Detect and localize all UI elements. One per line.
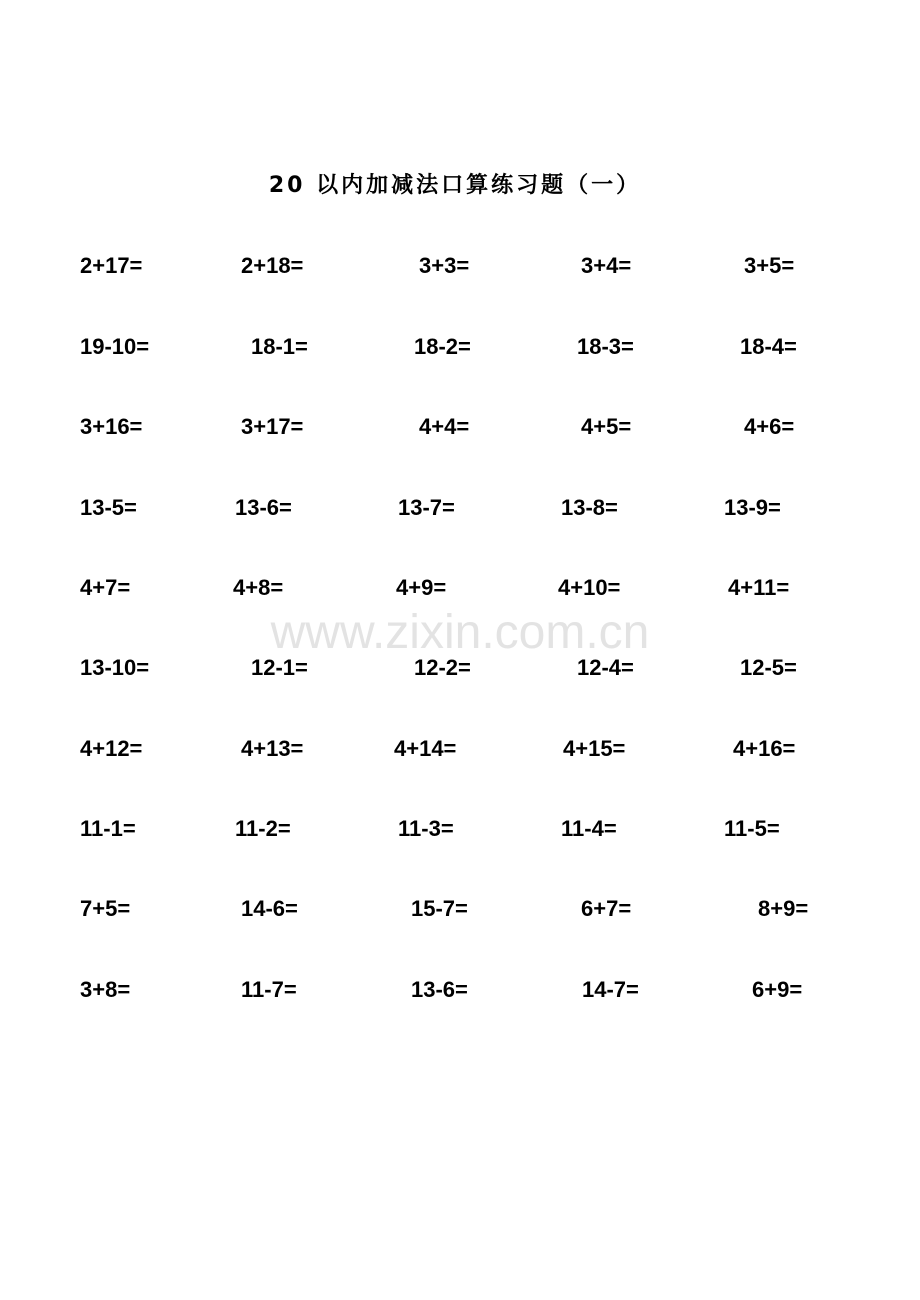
problem-row <box>0 970 920 1010</box>
arithmetic-problem: 11-4= <box>561 816 617 841</box>
problem-row <box>0 809 920 849</box>
arithmetic-problem: 12-2= <box>414 655 471 680</box>
arithmetic-problem: 4+7= <box>80 575 131 600</box>
arithmetic-problem: 3+8= <box>80 977 131 1002</box>
arithmetic-problem: 14-6= <box>241 896 298 921</box>
arithmetic-problem: 4+9= <box>396 575 447 600</box>
arithmetic-problem: 4+5= <box>581 414 632 439</box>
arithmetic-problem: 4+14= <box>394 736 457 761</box>
problem-row <box>0 327 920 367</box>
arithmetic-problem: 4+15= <box>563 736 626 761</box>
arithmetic-problem: 18-4= <box>740 334 797 359</box>
arithmetic-problem: 13-5= <box>80 495 137 520</box>
arithmetic-problem: 3+16= <box>80 414 143 439</box>
arithmetic-problem: 18-3= <box>577 334 634 359</box>
arithmetic-problem: 4+16= <box>733 736 796 761</box>
arithmetic-problem: 11-1= <box>80 816 136 841</box>
arithmetic-problem: 13-9= <box>724 495 781 520</box>
arithmetic-problem: 13-6= <box>411 977 468 1002</box>
arithmetic-problem: 13-7= <box>398 495 455 520</box>
arithmetic-problem: 13-6= <box>235 495 292 520</box>
arithmetic-problem: 13-10= <box>80 655 150 680</box>
problem-row <box>0 648 920 688</box>
problem-row <box>0 488 920 528</box>
arithmetic-problem: 12-1= <box>251 655 308 680</box>
problem-row <box>0 407 920 447</box>
arithmetic-problem: 8+9= <box>758 896 809 921</box>
arithmetic-problem: 3+4= <box>581 253 632 278</box>
arithmetic-problem: 4+8= <box>233 575 284 600</box>
arithmetic-problem: 6+9= <box>752 977 803 1002</box>
arithmetic-problem: 2+17= <box>80 253 143 278</box>
arithmetic-problem: 3+5= <box>744 253 795 278</box>
arithmetic-problem: 11-5= <box>724 816 780 841</box>
arithmetic-problem: 3+3= <box>419 253 470 278</box>
arithmetic-problem: 4+11= <box>728 575 790 600</box>
arithmetic-problem: 19-10= <box>80 334 150 359</box>
arithmetic-problem: 11-2= <box>235 816 291 841</box>
arithmetic-problem: 12-5= <box>740 655 797 680</box>
arithmetic-problem: 2+18= <box>241 253 304 278</box>
arithmetic-problem: 4+6= <box>744 414 795 439</box>
page-title: 20 以内加减法口算练习题（一） <box>268 173 642 198</box>
watermark: www.zixin.com.cn <box>270 606 650 659</box>
arithmetic-problem: 13-8= <box>561 495 618 520</box>
arithmetic-problem: 4+13= <box>241 736 304 761</box>
arithmetic-problem: 7+5= <box>80 896 131 921</box>
arithmetic-problem: 18-1= <box>251 334 308 359</box>
problem-row <box>0 889 920 929</box>
arithmetic-problem: 3+17= <box>241 414 304 439</box>
arithmetic-problem: 14-7= <box>582 977 639 1002</box>
arithmetic-problem: 4+12= <box>80 736 143 761</box>
arithmetic-problem: 15-7= <box>411 896 468 921</box>
arithmetic-problem: 6+7= <box>581 896 632 921</box>
arithmetic-problem: 4+4= <box>419 414 470 439</box>
problem-row <box>0 246 920 286</box>
arithmetic-problem: 4+10= <box>558 575 621 600</box>
arithmetic-problem: 11-7= <box>241 977 297 1002</box>
arithmetic-problem: 11-3= <box>398 816 454 841</box>
problem-row <box>0 568 920 608</box>
arithmetic-problem: 18-2= <box>414 334 471 359</box>
arithmetic-problem: 12-4= <box>577 655 634 680</box>
problem-row <box>0 729 920 769</box>
